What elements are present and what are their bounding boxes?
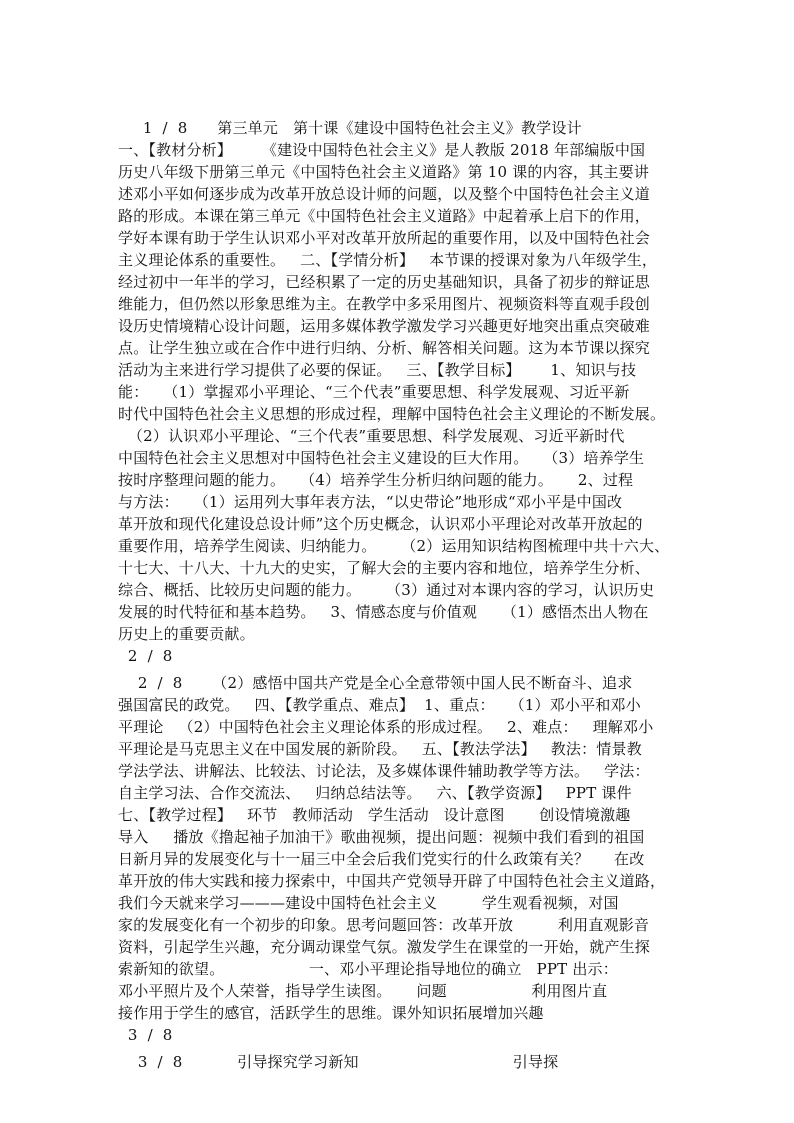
text-line: 重要作用，培养学生阅读、归纳能力。 （2）运用知识结构图梳理中共十六大、 [118,537,670,555]
text-line: 学好本课有助于学生认识邓小平对改革开放所起的重要作用，以及中国特色社会 [118,229,651,247]
text-line: 综合、概括、比较历史问题的能力。 （3）通过对本课内容的学习，认识历史 [118,581,655,599]
text-line: 七、【教学过程】 环节 教师活动 学生活动 设计意图 创设情境激趣 [118,806,631,824]
text-line: 一、【教材分析】 《建设中国特色社会主义》是人教版 2018 年部编版中国 [118,141,646,159]
text-line: （2）认识邓小平理论、“三个代表”重要思想、科学发展观、习近平新时代 [118,427,625,445]
text-line: 历史上的重要贡献。 [118,625,255,643]
text-line: 经过初中一年半的学习，已经积累了一定的历史基础知识，具备了初步的辩证思 [118,273,651,291]
text-line: 与方法： （1）运用列大事年表方法，“以史带论”地形成“邓小平是中国改 [118,493,623,511]
text-line: 时代中国特色社会主义思想的形成过程，理解中国特色社会主义理论的不断发展。 [118,405,666,423]
text-line: 邓小平照片及个人荣誉，指导学生读图。 问题 利用图片直 [118,982,608,1000]
text-line: 能： （1）掌握邓小平理论、“三个代表”重要思想、科学发展观、习近平新 [118,383,630,401]
text-line: 3 / 8 引导探究学习新知 引导探 [118,1053,559,1071]
text-line: 2 / 8 （2）感悟中国共产党是全心全意带领中国人民不断奋斗、追求 [118,674,633,692]
text-line: 日新月异的发展变化与十一届三中全会后我们党实行的什么政策有关？ 在改 [118,850,645,868]
text-line: 强国富民的政党。 四、【教学重点、难点】 1、重点： （1）邓小平和邓小 [118,696,641,714]
text-line: 活动为主来进行学习提供了必要的保证。 三、【教学目标】 1、知识与技 [118,361,637,379]
text-line: 家的发展变化有一个初步的印象。思考问题回答：改革开放 利用直观影音 [118,916,650,934]
text-line: 平理论是马克思主义在中国发展的新阶段。 五、【教法学法】 教法：情景教 [118,740,642,758]
text-line: 路的形成。本课在第三单元《中国特色社会主义道路》中起着承上启下的作用， [118,207,651,225]
text-line: 1 / 8 第三单元 第十课《建设中国特色社会主义》教学设计 [118,119,582,137]
text-line: 导入 播放《撸起袖子加油干》歌曲视频，提出问题：视频中我们看到的祖国 [118,828,645,846]
text-line: 设历史情境精心设计问题，运用多媒体教学激发学习兴趣更好地突出重点突破难 [118,317,651,335]
text-line: 资料，引起学生兴趣，充分调动课堂气氛。激发学生在课堂的一开始，就产生探 [118,938,651,956]
text-line: 按时序整理问题的能力。 （4）培养学生分析归纳问题的能力。 2、过程 [118,471,634,489]
text-line: 点。让学生独立或在合作中进行归纳、分析、解答相关问题。这为本节课以探究 [118,339,651,357]
text-line: 自主学习法、合作交流法、 归纳总结法等。 六、【教学资源】 PPT 课件 [118,784,632,802]
text-line: 维能力，但仍然以形象思维为主。在教学中多采用图片、视频资料等直观手段创 [118,295,651,313]
text-line: 中国特色社会主义思想对中国特色社会主义建设的巨大作用。 （3）培养学生 [118,449,645,467]
text-line: 学法学法、讲解法、比较法、讨论法，及多媒体课件辅助教学等方法。 学法： [118,762,650,780]
text-line: 我们今天就来学习———建设中国特色社会主义 学生观看视频，对国 [118,894,619,912]
text-line: 述邓小平如何逐步成为改革开放总设计师的问题，以及整个中国特色社会主义道 [118,185,651,203]
text-line: 革开放的伟大实践和接力探索中，中国共产党领导开辟了中国特色社会主义道路， [118,872,666,890]
text-line: 主义理论体系的重要性。 二、【学情分析】 本节课的授课对象为八年级学生， [118,251,658,269]
text-line: 接作用于学生的感官，活跃学生的思维。课外知识拓展增加兴趣 [118,1004,544,1022]
text-line: 发展的时代特征和基本趋势。 3、情感态度与价值观 （1）感悟杰出人物在 [118,603,649,621]
page-number: 2 / 8 [118,647,173,665]
text-line: 索新知的欲望。 一、邓小平理论指导地位的确立 PPT 出示： [118,960,618,978]
text-line: 革开放和现代化建设总设计师”这个历史概念，认识邓小平理论对改革开放起的 [118,515,643,533]
page-number: 3 / 8 [118,1026,173,1044]
text-line: 历史八年级下册第三单元《中国特色社会主义道路》第 10 课的内容，其主要讲 [118,163,650,181]
text-line: 十七大、十八大、十九大的史实，了解大会的主要内容和地位，培养学生分析、 [118,559,651,577]
text-line: 平理论 （2）中国特色社会主义理论体系的形成过程。 2、难点： 理解邓小 [118,718,654,736]
